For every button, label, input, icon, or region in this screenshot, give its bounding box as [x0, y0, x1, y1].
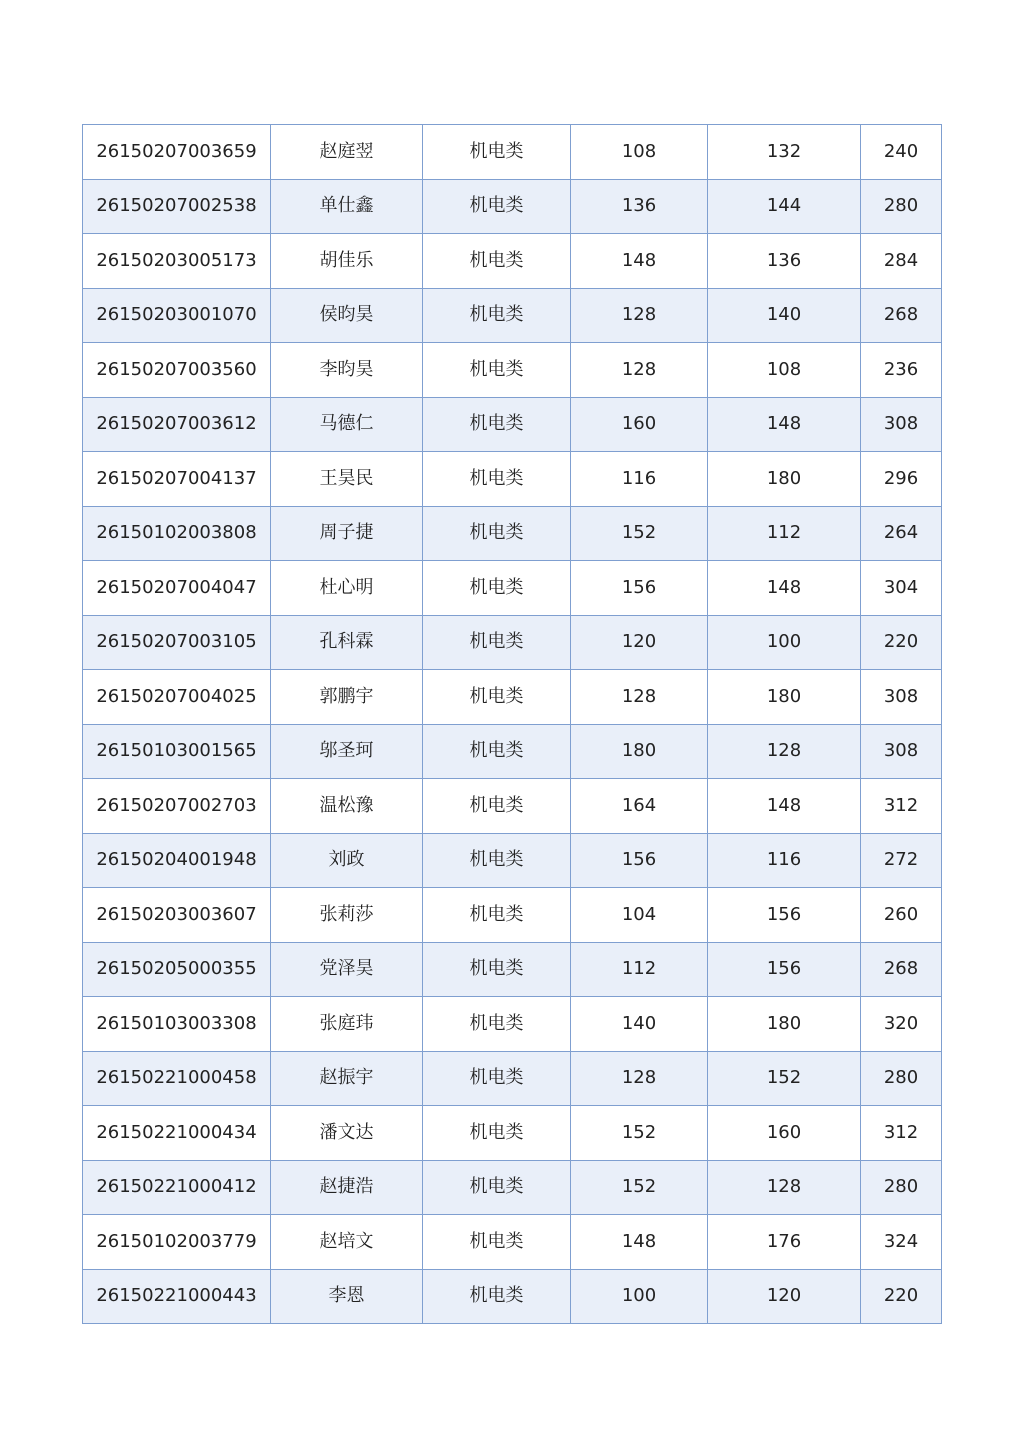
exam-number-cell: 26150205000355: [83, 942, 271, 997]
student-name-cell: 杜心明: [271, 561, 423, 616]
total-score-cell: 280: [861, 1160, 942, 1215]
student-name-cell: 邬圣珂: [271, 724, 423, 779]
score-1-cell: 156: [571, 833, 708, 888]
student-name-cell: 胡佳乐: [271, 234, 423, 289]
exam-number-cell: 26150204001948: [83, 833, 271, 888]
exam-number-cell: 26150103001565: [83, 724, 271, 779]
table-row: [83, 615, 942, 670]
student-name-cell: 赵培文: [271, 1215, 423, 1270]
score-2-cell: 148: [708, 779, 861, 834]
category-cell: 机电类: [423, 1215, 571, 1270]
score-1-cell: 100: [571, 1269, 708, 1324]
total-score-cell: 280: [861, 1051, 942, 1106]
total-score-cell: 312: [861, 779, 942, 834]
exam-number-cell: 26150221000443: [83, 1269, 271, 1324]
student-name-cell: 郭鹏宇: [271, 670, 423, 725]
score-1-cell: 128: [571, 288, 708, 343]
table-row: [83, 397, 942, 452]
score-2-cell: 180: [708, 997, 861, 1052]
table-row: [83, 942, 942, 997]
score-1-cell: 156: [571, 561, 708, 616]
score-1-cell: 136: [571, 179, 708, 234]
table-row: [83, 506, 942, 561]
total-score-cell: 220: [861, 615, 942, 670]
student-name-cell: 周子捷: [271, 506, 423, 561]
total-score-cell: 308: [861, 724, 942, 779]
score-1-cell: 116: [571, 452, 708, 507]
score-table-body: [83, 125, 942, 1324]
exam-number-cell: 26150221000458: [83, 1051, 271, 1106]
table-row: [83, 1160, 942, 1215]
category-cell: 机电类: [423, 833, 571, 888]
total-score-cell: 236: [861, 343, 942, 398]
score-2-cell: 132: [708, 125, 861, 180]
exam-number-cell: 26150207003659: [83, 125, 271, 180]
student-name-cell: 赵振宇: [271, 1051, 423, 1106]
table-row: [83, 724, 942, 779]
score-1-cell: 152: [571, 1106, 708, 1161]
score-2-cell: 100: [708, 615, 861, 670]
score-1-cell: 104: [571, 888, 708, 943]
score-1-cell: 148: [571, 1215, 708, 1270]
score-2-cell: 140: [708, 288, 861, 343]
total-score-cell: 308: [861, 670, 942, 725]
score-1-cell: 128: [571, 670, 708, 725]
total-score-cell: 268: [861, 942, 942, 997]
score-2-cell: 180: [708, 670, 861, 725]
table-row: [83, 1051, 942, 1106]
score-2-cell: 112: [708, 506, 861, 561]
student-name-cell: 潘文达: [271, 1106, 423, 1161]
score-1-cell: 164: [571, 779, 708, 834]
score-2-cell: 152: [708, 1051, 861, 1106]
student-name-cell: 赵捷浩: [271, 1160, 423, 1215]
score-1-cell: 152: [571, 1160, 708, 1215]
total-score-cell: 324: [861, 1215, 942, 1270]
score-2-cell: 108: [708, 343, 861, 398]
score-1-cell: 112: [571, 942, 708, 997]
score-2-cell: 156: [708, 942, 861, 997]
category-cell: 机电类: [423, 343, 571, 398]
table-row: [83, 452, 942, 507]
total-score-cell: 304: [861, 561, 942, 616]
student-name-cell: 温松豫: [271, 779, 423, 834]
score-2-cell: 148: [708, 397, 861, 452]
student-name-cell: 李恩: [271, 1269, 423, 1324]
category-cell: 机电类: [423, 615, 571, 670]
exam-number-cell: 26150207003560: [83, 343, 271, 398]
category-cell: 机电类: [423, 1269, 571, 1324]
score-1-cell: 180: [571, 724, 708, 779]
table-row: [83, 670, 942, 725]
table-row: [83, 997, 942, 1052]
total-score-cell: 284: [861, 234, 942, 289]
category-cell: 机电类: [423, 288, 571, 343]
score-2-cell: 120: [708, 1269, 861, 1324]
total-score-cell: 308: [861, 397, 942, 452]
score-1-cell: 148: [571, 234, 708, 289]
exam-number-cell: 26150207004137: [83, 452, 271, 507]
score-2-cell: 136: [708, 234, 861, 289]
table-row: [83, 1106, 942, 1161]
score-1-cell: 108: [571, 125, 708, 180]
table-row: [83, 125, 942, 180]
student-name-cell: 刘政: [271, 833, 423, 888]
category-cell: 机电类: [423, 670, 571, 725]
exam-number-cell: 26150207004025: [83, 670, 271, 725]
total-score-cell: 240: [861, 125, 942, 180]
category-cell: 机电类: [423, 452, 571, 507]
total-score-cell: 280: [861, 179, 942, 234]
category-cell: 机电类: [423, 724, 571, 779]
exam-number-cell: 26150203005173: [83, 234, 271, 289]
student-name-cell: 单仕鑫: [271, 179, 423, 234]
table-row: [83, 234, 942, 289]
student-name-cell: 孔科霖: [271, 615, 423, 670]
total-score-cell: 220: [861, 1269, 942, 1324]
total-score-cell: 296: [861, 452, 942, 507]
total-score-cell: 272: [861, 833, 942, 888]
score-1-cell: 140: [571, 997, 708, 1052]
exam-number-cell: 26150221000412: [83, 1160, 271, 1215]
student-name-cell: 李昀昊: [271, 343, 423, 398]
table-row: [83, 179, 942, 234]
table-row: [83, 343, 942, 398]
score-2-cell: 148: [708, 561, 861, 616]
exam-number-cell: 26150207002538: [83, 179, 271, 234]
category-cell: 机电类: [423, 1106, 571, 1161]
score-2-cell: 156: [708, 888, 861, 943]
score-2-cell: 128: [708, 1160, 861, 1215]
table-row: [83, 779, 942, 834]
category-cell: 机电类: [423, 234, 571, 289]
student-name-cell: 侯昀昊: [271, 288, 423, 343]
table-row: [83, 833, 942, 888]
score-2-cell: 128: [708, 724, 861, 779]
category-cell: 机电类: [423, 779, 571, 834]
category-cell: 机电类: [423, 506, 571, 561]
table-row: [83, 1215, 942, 1270]
exam-number-cell: 26150207003105: [83, 615, 271, 670]
category-cell: 机电类: [423, 888, 571, 943]
exam-number-cell: 26150102003808: [83, 506, 271, 561]
score-2-cell: 176: [708, 1215, 861, 1270]
total-score-cell: 268: [861, 288, 942, 343]
total-score-cell: 320: [861, 997, 942, 1052]
category-cell: 机电类: [423, 997, 571, 1052]
student-name-cell: 马德仁: [271, 397, 423, 452]
total-score-cell: 264: [861, 506, 942, 561]
exam-number-cell: 26150103003308: [83, 997, 271, 1052]
exam-number-cell: 26150207003612: [83, 397, 271, 452]
category-cell: 机电类: [423, 179, 571, 234]
score-2-cell: 116: [708, 833, 861, 888]
student-name-cell: 王昊民: [271, 452, 423, 507]
score-1-cell: 160: [571, 397, 708, 452]
exam-number-cell: 26150207002703: [83, 779, 271, 834]
category-cell: 机电类: [423, 561, 571, 616]
category-cell: 机电类: [423, 942, 571, 997]
score-1-cell: 128: [571, 343, 708, 398]
student-name-cell: 赵庭翌: [271, 125, 423, 180]
exam-number-cell: 26150203001070: [83, 288, 271, 343]
score-table: [82, 124, 942, 1324]
student-name-cell: 张庭玮: [271, 997, 423, 1052]
score-2-cell: 160: [708, 1106, 861, 1161]
total-score-cell: 260: [861, 888, 942, 943]
table-row: [83, 1269, 942, 1324]
exam-number-cell: 26150221000434: [83, 1106, 271, 1161]
table-row: [83, 288, 942, 343]
student-name-cell: 张莉莎: [271, 888, 423, 943]
category-cell: 机电类: [423, 125, 571, 180]
category-cell: 机电类: [423, 1051, 571, 1106]
category-cell: 机电类: [423, 1160, 571, 1215]
score-1-cell: 120: [571, 615, 708, 670]
score-2-cell: 180: [708, 452, 861, 507]
exam-number-cell: 26150102003779: [83, 1215, 271, 1270]
score-1-cell: 128: [571, 1051, 708, 1106]
exam-number-cell: 26150207004047: [83, 561, 271, 616]
table-row: [83, 888, 942, 943]
category-cell: 机电类: [423, 397, 571, 452]
score-2-cell: 144: [708, 179, 861, 234]
score-1-cell: 152: [571, 506, 708, 561]
student-name-cell: 党泽昊: [271, 942, 423, 997]
table-row: [83, 561, 942, 616]
exam-number-cell: 26150203003607: [83, 888, 271, 943]
total-score-cell: 312: [861, 1106, 942, 1161]
